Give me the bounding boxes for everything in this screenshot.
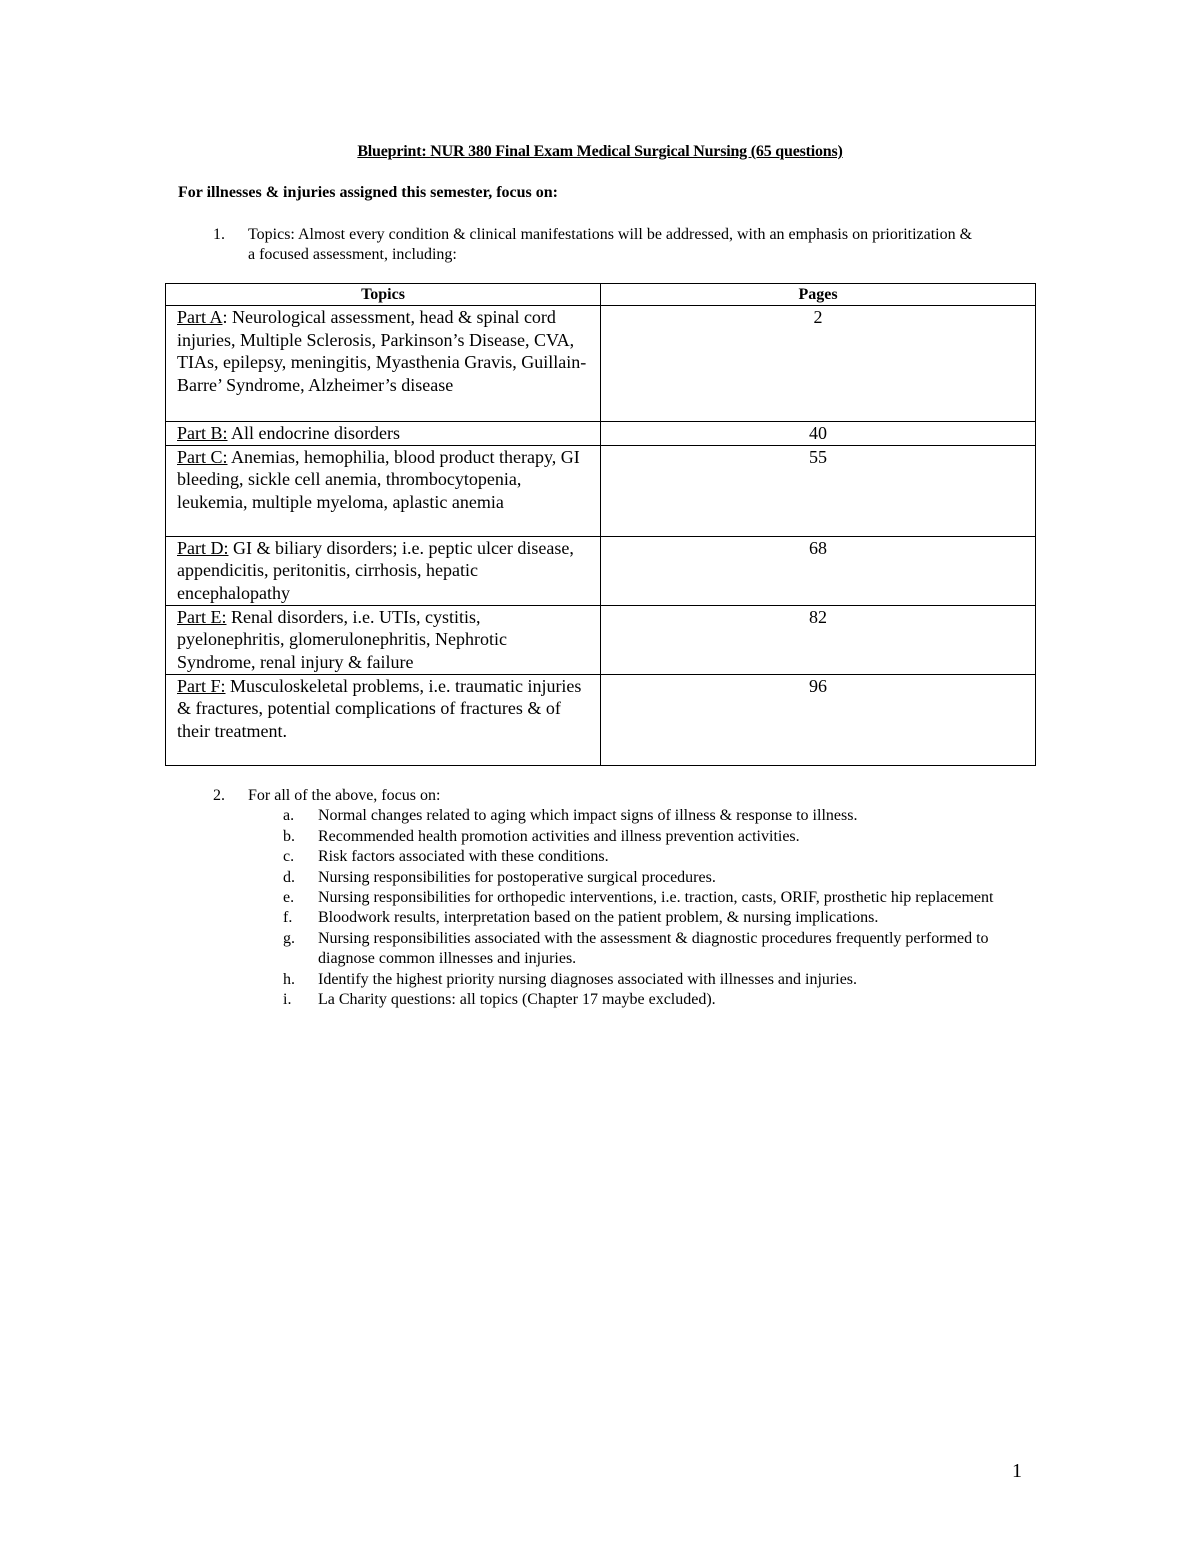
sub-list-item	[283, 827, 1013, 847]
sub-list-item	[283, 847, 1013, 867]
page-cell: 68	[601, 536, 1036, 605]
sub-letter: d.	[283, 868, 295, 886]
sub-letter: f.	[283, 909, 293, 927]
topic-cell	[166, 536, 601, 605]
table-row	[166, 445, 1036, 536]
header-pages: Pages	[601, 284, 1036, 306]
table-row	[166, 536, 1036, 605]
topic-cell	[166, 605, 601, 674]
sub-letter: a.	[283, 807, 295, 825]
part-label: Part A	[177, 307, 223, 327]
sub-text: La Charity questions: all topics (Chapter 17 maybe excluded).	[318, 991, 716, 1009]
part-label: Part C:	[177, 446, 228, 467]
sub-text: Normal changes related to aging which impact signs of illness & response to illness.	[318, 807, 858, 825]
page-number: 1	[1012, 1460, 1022, 1482]
table-row	[166, 674, 1036, 765]
page-cell: 55	[601, 445, 1036, 536]
table-row	[166, 306, 1036, 422]
page-cell: 2	[601, 306, 1036, 422]
sub-text: Nursing responsibilities for orthopedic interventions, i.e. traction, casts, ORIF, prosthetic hip replacement	[318, 889, 994, 907]
sub-list-item	[283, 990, 1013, 1010]
part-label: Part F:	[177, 675, 226, 696]
sub-letter: g.	[283, 929, 295, 947]
sub-text: Nursing responsibilities associated with the assessment & diagnostic procedures frequently performed to diagnose common illnesses and injuries.	[318, 929, 989, 968]
topic-cell	[166, 306, 601, 422]
sub-list-item	[283, 908, 1013, 928]
part-label: Part E:	[177, 606, 227, 627]
header-topics: Topics	[166, 284, 601, 306]
topic-description: Musculoskeletal problems, i.e. traumatic injuries & fractures, potential complications of fractures & of their treatment.	[177, 675, 582, 741]
sub-text: Risk factors associated with these conditions.	[318, 848, 609, 866]
part-label: Part D:	[177, 537, 229, 558]
topic-cell	[166, 674, 601, 765]
list-item-text: Topics: Almost every condition & clinical manifestations will be addressed, with an emphasis on prioritization & a focused assessment, including:	[248, 226, 973, 263]
topic-cell	[166, 422, 601, 446]
part-label: Part B:	[177, 423, 228, 443]
page-cell: 40	[601, 422, 1036, 446]
table-row	[166, 422, 1036, 446]
page-cell: 96	[601, 674, 1036, 765]
sub-list-item	[283, 970, 1013, 990]
sub-letter: e.	[283, 889, 295, 907]
topics-table	[165, 283, 1036, 766]
topic-description: Renal disorders, i.e. UTIs, cystitis, pyelonephritis, glomerulonephritis, Nephrotic Syndrome, renal injury & failure	[177, 606, 507, 672]
topic-description: GI & biliary disorders; i.e. peptic ulcer disease, appendicitis, peritonitis, cirrhosis, hepatic encephalopathy	[177, 537, 574, 603]
focus-heading: For illnesses & injuries assigned this semester, focus on:	[178, 184, 558, 201]
sub-letter: i.	[283, 991, 292, 1009]
list-number: 2.	[213, 787, 225, 804]
topic-description: : Neurological assessment, head & spinal cord injuries, Multiple Sclerosis, Parkinson’s Disease, CVA, TIAs, epilepsy, meningitis, Myasthenia Gravis, Guillain-Barre’ Syndrome, Alzheimer’s disease	[177, 307, 587, 395]
sub-letter: c.	[283, 848, 295, 866]
topic-description: All endocrine disorders	[227, 423, 400, 443]
list-item-text: For all of the above, focus on:	[248, 787, 441, 804]
table-header-row	[166, 284, 1036, 306]
table-row	[166, 605, 1036, 674]
sub-letter: h.	[283, 970, 295, 988]
sub-list-item	[283, 888, 1013, 908]
topic-cell	[166, 445, 601, 536]
sub-text: Identify the highest priority nursing diagnoses associated with illnesses and injuries.	[318, 970, 858, 988]
sub-list-item	[283, 929, 1013, 970]
sub-list-item	[283, 868, 1013, 888]
sub-list-item	[283, 806, 1013, 826]
page-cell: 82	[601, 605, 1036, 674]
list-item-1	[213, 225, 973, 265]
sub-letter: b.	[283, 827, 295, 845]
sub-text: Recommended health promotion activities and illness prevention activities.	[318, 827, 800, 845]
list-item-2	[213, 786, 1013, 1010]
topic-description: Anemias, hemophilia, blood product therapy, GI bleeding, sickle cell anemia, thrombocytopenia, leukemia, multiple myeloma, aplastic anemia	[177, 446, 580, 512]
list-number: 1.	[213, 226, 225, 243]
sub-text: Bloodwork results, interpretation based on the patient problem, & nursing implications.	[318, 909, 879, 927]
document-title: Blueprint: NUR 380 Final Exam Medical Surgical Nursing (65 questions)	[357, 143, 843, 160]
sub-text: Nursing responsibilities for postoperative surgical procedures.	[318, 868, 716, 886]
sub-list	[283, 806, 1013, 1010]
